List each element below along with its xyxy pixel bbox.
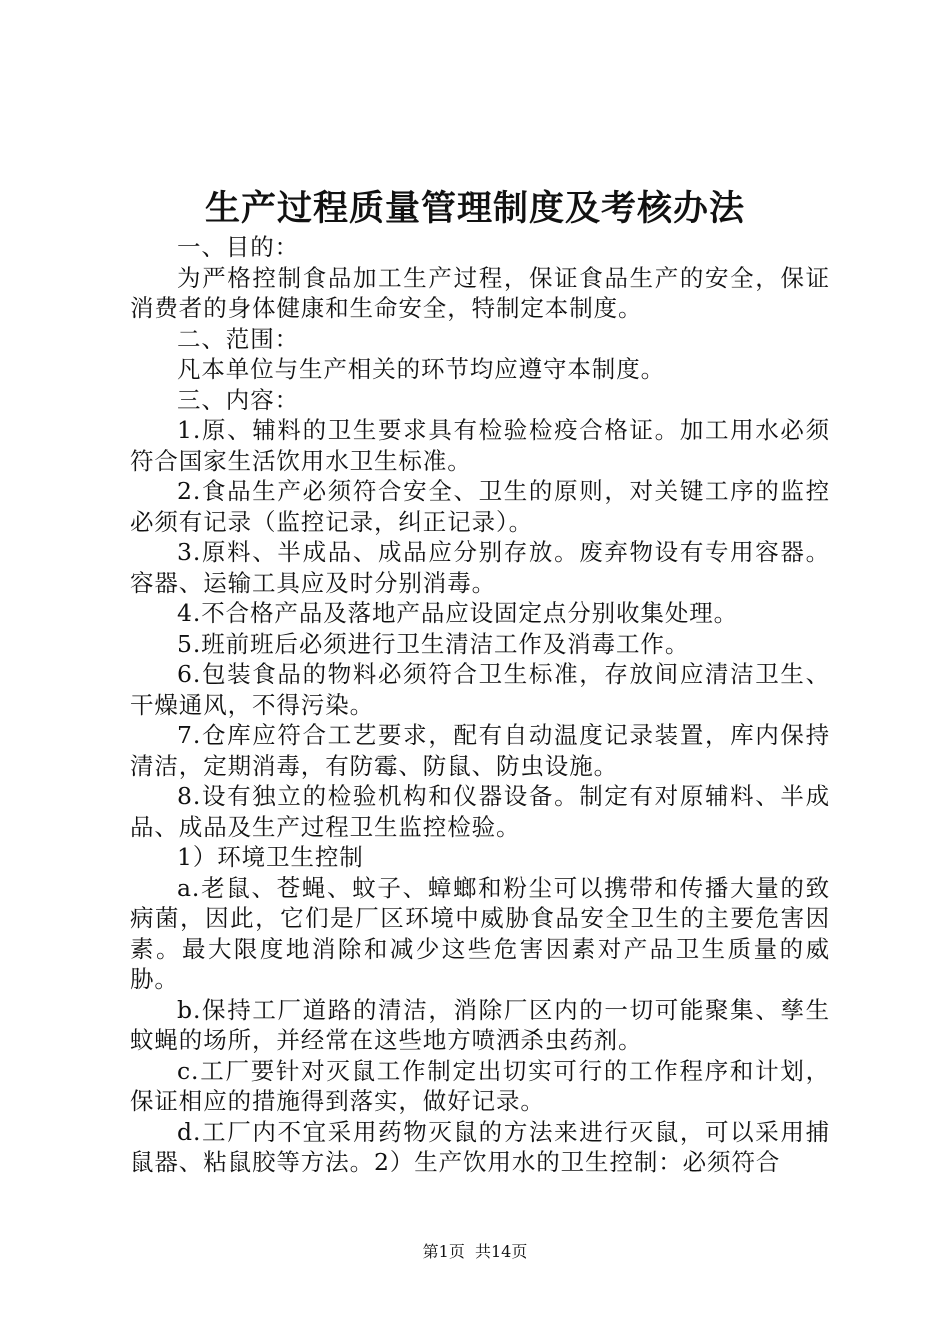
document-title: 生产过程质量管理制度及考核办法 bbox=[204, 189, 745, 229]
document-body bbox=[130, 232, 830, 1178]
paragraph: 6.包装食品的物料必须符合卫生标准，存放间应清洁卫生、干燥通风，不得污染。 bbox=[130, 660, 830, 719]
paragraph: 1）环境卫生控制 bbox=[177, 843, 364, 871]
paragraph: 二、范围： bbox=[177, 324, 299, 353]
paragraph: 三、内容： bbox=[177, 385, 299, 414]
paragraph: c.工厂要针对灭鼠工作制定出切实可行的工作程序和计划，保证相应的措施得到落实，做好记录。 bbox=[130, 1056, 830, 1115]
paragraph: 5.班前班后必须进行卫生清洁工作及消毒工作。 bbox=[177, 629, 690, 658]
paragraph: 2.食品生产必须符合安全、卫生的原则，对关键工序的监控必须有记录（监控记录，纠正记录）。 bbox=[130, 477, 830, 536]
paragraph: 3.原料、半成品、成品应分别存放。废弃物设有专用容器。容器、运输工具应及时分别消毒。 bbox=[130, 538, 830, 597]
paragraph: 1.原、辅料的卫生要求具有检验检疫合格证。加工用水必须符合国家生活饮用水卫生标准。 bbox=[130, 416, 830, 475]
paragraph: 凡本单位与生产相关的环节均应遵守本制度。 bbox=[177, 355, 665, 383]
page-footer: 第1页 共14页 bbox=[422, 1242, 528, 1261]
paragraph: d.工厂内不宜采用药物灭鼠的方法来进行灭鼠，可以采用捕鼠器、粘鼠胶等方法。2）生产饮用水的卫生控制：必须符合 bbox=[130, 1117, 830, 1176]
paragraph: 为严格控制食品加工生产过程，保证食品生产的安全，保证消费者的身体健康和生命安全，特制定本制度。 bbox=[130, 263, 830, 322]
paragraph: 7.仓库应符合工艺要求，配有自动温度记录装置，库内保持清洁，定期消毒，有防霉、防鼠、防虫设施。 bbox=[130, 721, 830, 780]
paragraph: 一、目的： bbox=[177, 233, 299, 261]
paragraph: 4.不合格产品及落地产品应设固定点分别收集处理。 bbox=[177, 599, 739, 627]
paragraph: a.老鼠、苍蝇、蚊子、蟑螂和粉尘可以携带和传播大量的致病菌，因此，它们是厂区环境中威胁食品安全卫生的主要危害因素。最大限度地消除和减少这些危害因素对产品卫生质量的威胁。 bbox=[130, 873, 830, 993]
paragraph: b.保持工厂道路的清洁，消除厂区内的一切可能聚集、孳生蚊蝇的场所，并经常在这些地方喷洒杀虫药剂。 bbox=[130, 995, 830, 1054]
paragraph: 8.设有独立的检验机构和仪器设备。制定有对原辅料、半成品、成品及生产过程卫生监控检验。 bbox=[130, 782, 830, 841]
